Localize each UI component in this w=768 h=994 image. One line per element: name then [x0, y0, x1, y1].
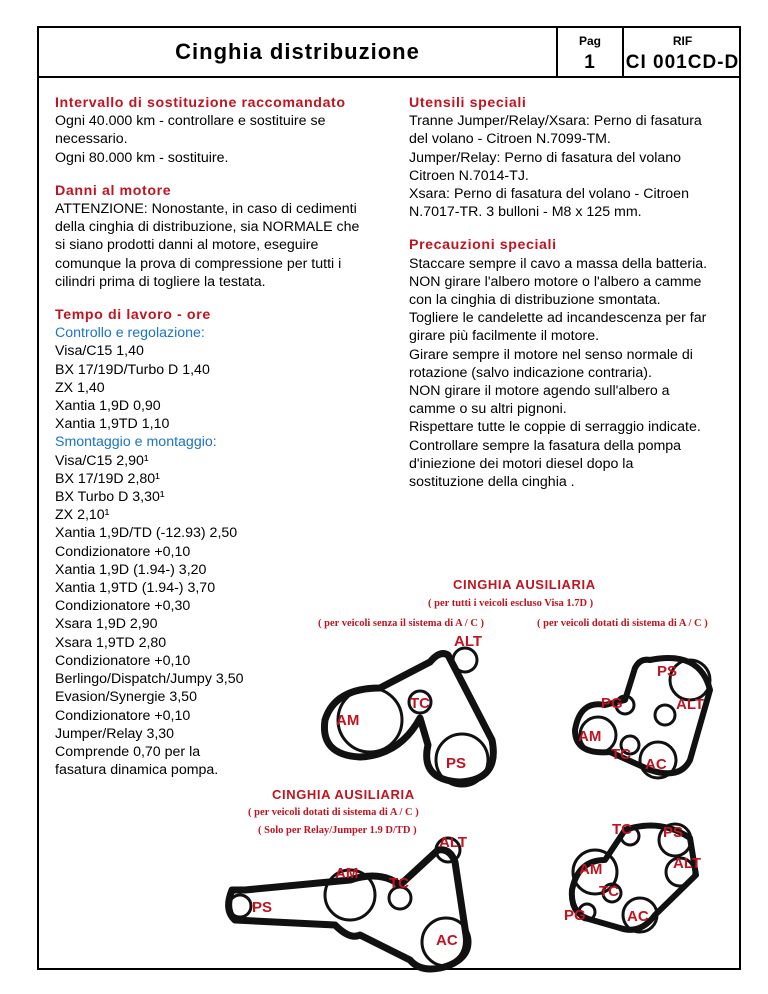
text-line: Girare sempre il motore nel senso normale di [409, 346, 693, 363]
section-title-intervallo: Intervallo di sostituzione raccomandato [55, 95, 346, 111]
list-item: Xsara 1,9D 2,90 [55, 616, 158, 633]
text-line: Jumper/Relay: Perno di fasatura del volano [409, 149, 682, 166]
subsection-controllo: Controllo e regolazione: [55, 325, 205, 342]
label-ac: AC [627, 908, 649, 925]
label-ps: PS [252, 899, 273, 916]
list-item: BX 17/19D 2,80¹ [55, 470, 160, 487]
list-item: Condizionatore +0,10 [55, 707, 191, 724]
text-line: Ogni 40.000 km - controllare e sostituire se [55, 113, 326, 130]
section-title-precauzioni: Precauzioni speciali [409, 237, 557, 254]
text-line: N.7017-TR. 3 bulloni - M8 x 125 mm. [409, 204, 642, 221]
text-line: sostituzione della cinghia . [409, 474, 575, 491]
label-ac: AC [436, 932, 458, 949]
label-tc: TC [389, 875, 409, 892]
label-ps: PS [657, 663, 678, 680]
text-line: NON girare l'albero motore o l'albero a camme [409, 273, 702, 290]
list-item: Jumper/Relay 3,30 [55, 725, 175, 742]
text-line: della cinghia di distribuzione, sia NORMALE che [55, 219, 360, 236]
text-line: rotazione (salvo indicazione contraria). [409, 364, 652, 381]
text-line: Staccare sempre il cavo a massa della batteria. [409, 255, 708, 272]
aux-belt-note-ac: ( per veicoli dotati di sistema di A / C ) [537, 618, 708, 629]
list-item: Visa/C15 1,40 [55, 343, 144, 360]
text-line: Togliere le candelette ad incandescenza per far [409, 310, 707, 327]
text-line: ATTENZIONE: Nonostante, in caso di cedimenti [55, 201, 357, 218]
aux-belt-title-1: CINGHIA AUSILIARIA [453, 577, 596, 592]
belt-diagram-ac [575, 658, 710, 778]
document-title: Cinghia distribuzione [39, 28, 558, 78]
label-alt: ALT [454, 633, 483, 650]
list-item: Comprende 0,70 per la [55, 743, 201, 760]
label-ac: AC [645, 756, 667, 773]
text-line: Xsara: Perno di fasatura del volano - Citroen [409, 186, 689, 203]
text-line: NON girare il motore agendo sull'albero a [409, 383, 670, 400]
section-title-tempo: Tempo di lavoro - ore [55, 307, 211, 324]
list-item: Xsara 1,9TD 2,80 [55, 634, 167, 651]
label-ps: PS [446, 755, 467, 772]
reference-code: CI 001CD-D [625, 52, 740, 73]
text-line: comunque la prova di compressione per tutti i [55, 255, 342, 272]
list-item: fasatura dinamica pompa. [55, 762, 219, 779]
list-item: ZX 1,40 [55, 379, 105, 396]
label-tc: TC [611, 746, 631, 763]
list-item: BX Turbo D 3,30¹ [55, 489, 165, 506]
label-pg: PG [601, 695, 623, 712]
text-line: del volano - Citroen N.7099-TM. [409, 131, 611, 148]
list-item: BX 17/19D/Turbo D 1,40 [55, 361, 210, 378]
list-item: Xantia 1,9D 0,90 [55, 398, 161, 415]
list-item: Evasion/Synergie 3,50 [55, 689, 197, 706]
subsection-smontaggio: Smontaggio e montaggio: [55, 434, 217, 451]
list-item: Xantia 1,9D/TD (-12.93) 2,50 [55, 525, 238, 542]
section-title-danni: Danni al motore [55, 182, 172, 199]
label-am: AM [335, 865, 359, 882]
text-line: Citroen N.7014-TJ. [409, 167, 529, 184]
page-label: Pag [578, 34, 601, 48]
text-line: si siano prodotti danni al motore, eseguire [55, 237, 319, 254]
page-number: 1 [584, 52, 596, 73]
text-line: cilindri prima di togliere la testata. [55, 273, 266, 290]
list-item: Xantia 1,9TD (1.94-) 3,70 [55, 580, 216, 597]
pulley-ps [229, 895, 251, 917]
reference-label: RIF [672, 34, 693, 48]
aux-belt-note-2b: ( Solo per Relay/Jumper 1.9 D/TD ) [258, 825, 417, 836]
aux-belt-title-2: CINGHIA AUSILIARIA [272, 787, 415, 802]
text-line: Tranne Jumper/Relay/Xsara: Perno di fasatura [409, 113, 702, 130]
list-item: Condizionatore +0,30 [55, 598, 191, 615]
list-item: Xantia 1,9TD 1,10 [55, 416, 170, 433]
label-tc: TC [612, 821, 632, 838]
list-item: Visa/C15 2,90¹ [55, 452, 149, 469]
label-am: AM [579, 861, 603, 878]
label-pg: PG [564, 907, 586, 924]
text-line: Rispettare tutte le coppie di serraggio indicate. [409, 419, 701, 436]
text-line: d'iniezione dei motori diesel dopo la [409, 455, 634, 472]
text-line: Controllare sempre la fasatura della pompa [409, 437, 682, 454]
aux-belt-note-1: ( per tutti i veicoli escluso Visa 1.7D ) [428, 598, 594, 609]
label-ps: PS [663, 824, 684, 841]
list-item: Condizionatore +0,10 [55, 652, 191, 669]
text-line: Ogni 80.000 km - sostituire. [55, 149, 229, 166]
aux-belt-note-2a: ( per veicoli dotati di sistema di A / C ) [248, 807, 419, 818]
list-item: Condizionatore +0,10 [55, 543, 191, 560]
pulley-alt [453, 648, 477, 672]
label-alt: ALT [439, 834, 468, 851]
text-line: necessario. [55, 131, 128, 148]
text-line: con la cinghia di distribuzione smontata. [409, 292, 661, 309]
list-item: Berlingo/Dispatch/Jumpy 3,50 [55, 671, 244, 688]
pulley-alt [655, 705, 675, 725]
label-alt: ALT [673, 855, 702, 872]
list-item: Xantia 1,9D (1.94-) 3,20 [55, 561, 207, 578]
aux-belt-note-no-ac: ( per veicoli senza il sistema di A / C ) [318, 618, 485, 629]
section-title-utensili: Utensili speciali [409, 95, 527, 111]
label-alt: ALT [676, 696, 705, 713]
label-tc: TC [410, 695, 430, 712]
text-line: camme o su altri pignoni. [409, 401, 567, 418]
label-tc: TC [599, 883, 619, 900]
label-am: AM [578, 728, 602, 745]
text-line: girare più facilmente il motore. [409, 328, 600, 345]
list-item: ZX 2,10¹ [55, 507, 110, 524]
label-am: AM [336, 712, 360, 729]
